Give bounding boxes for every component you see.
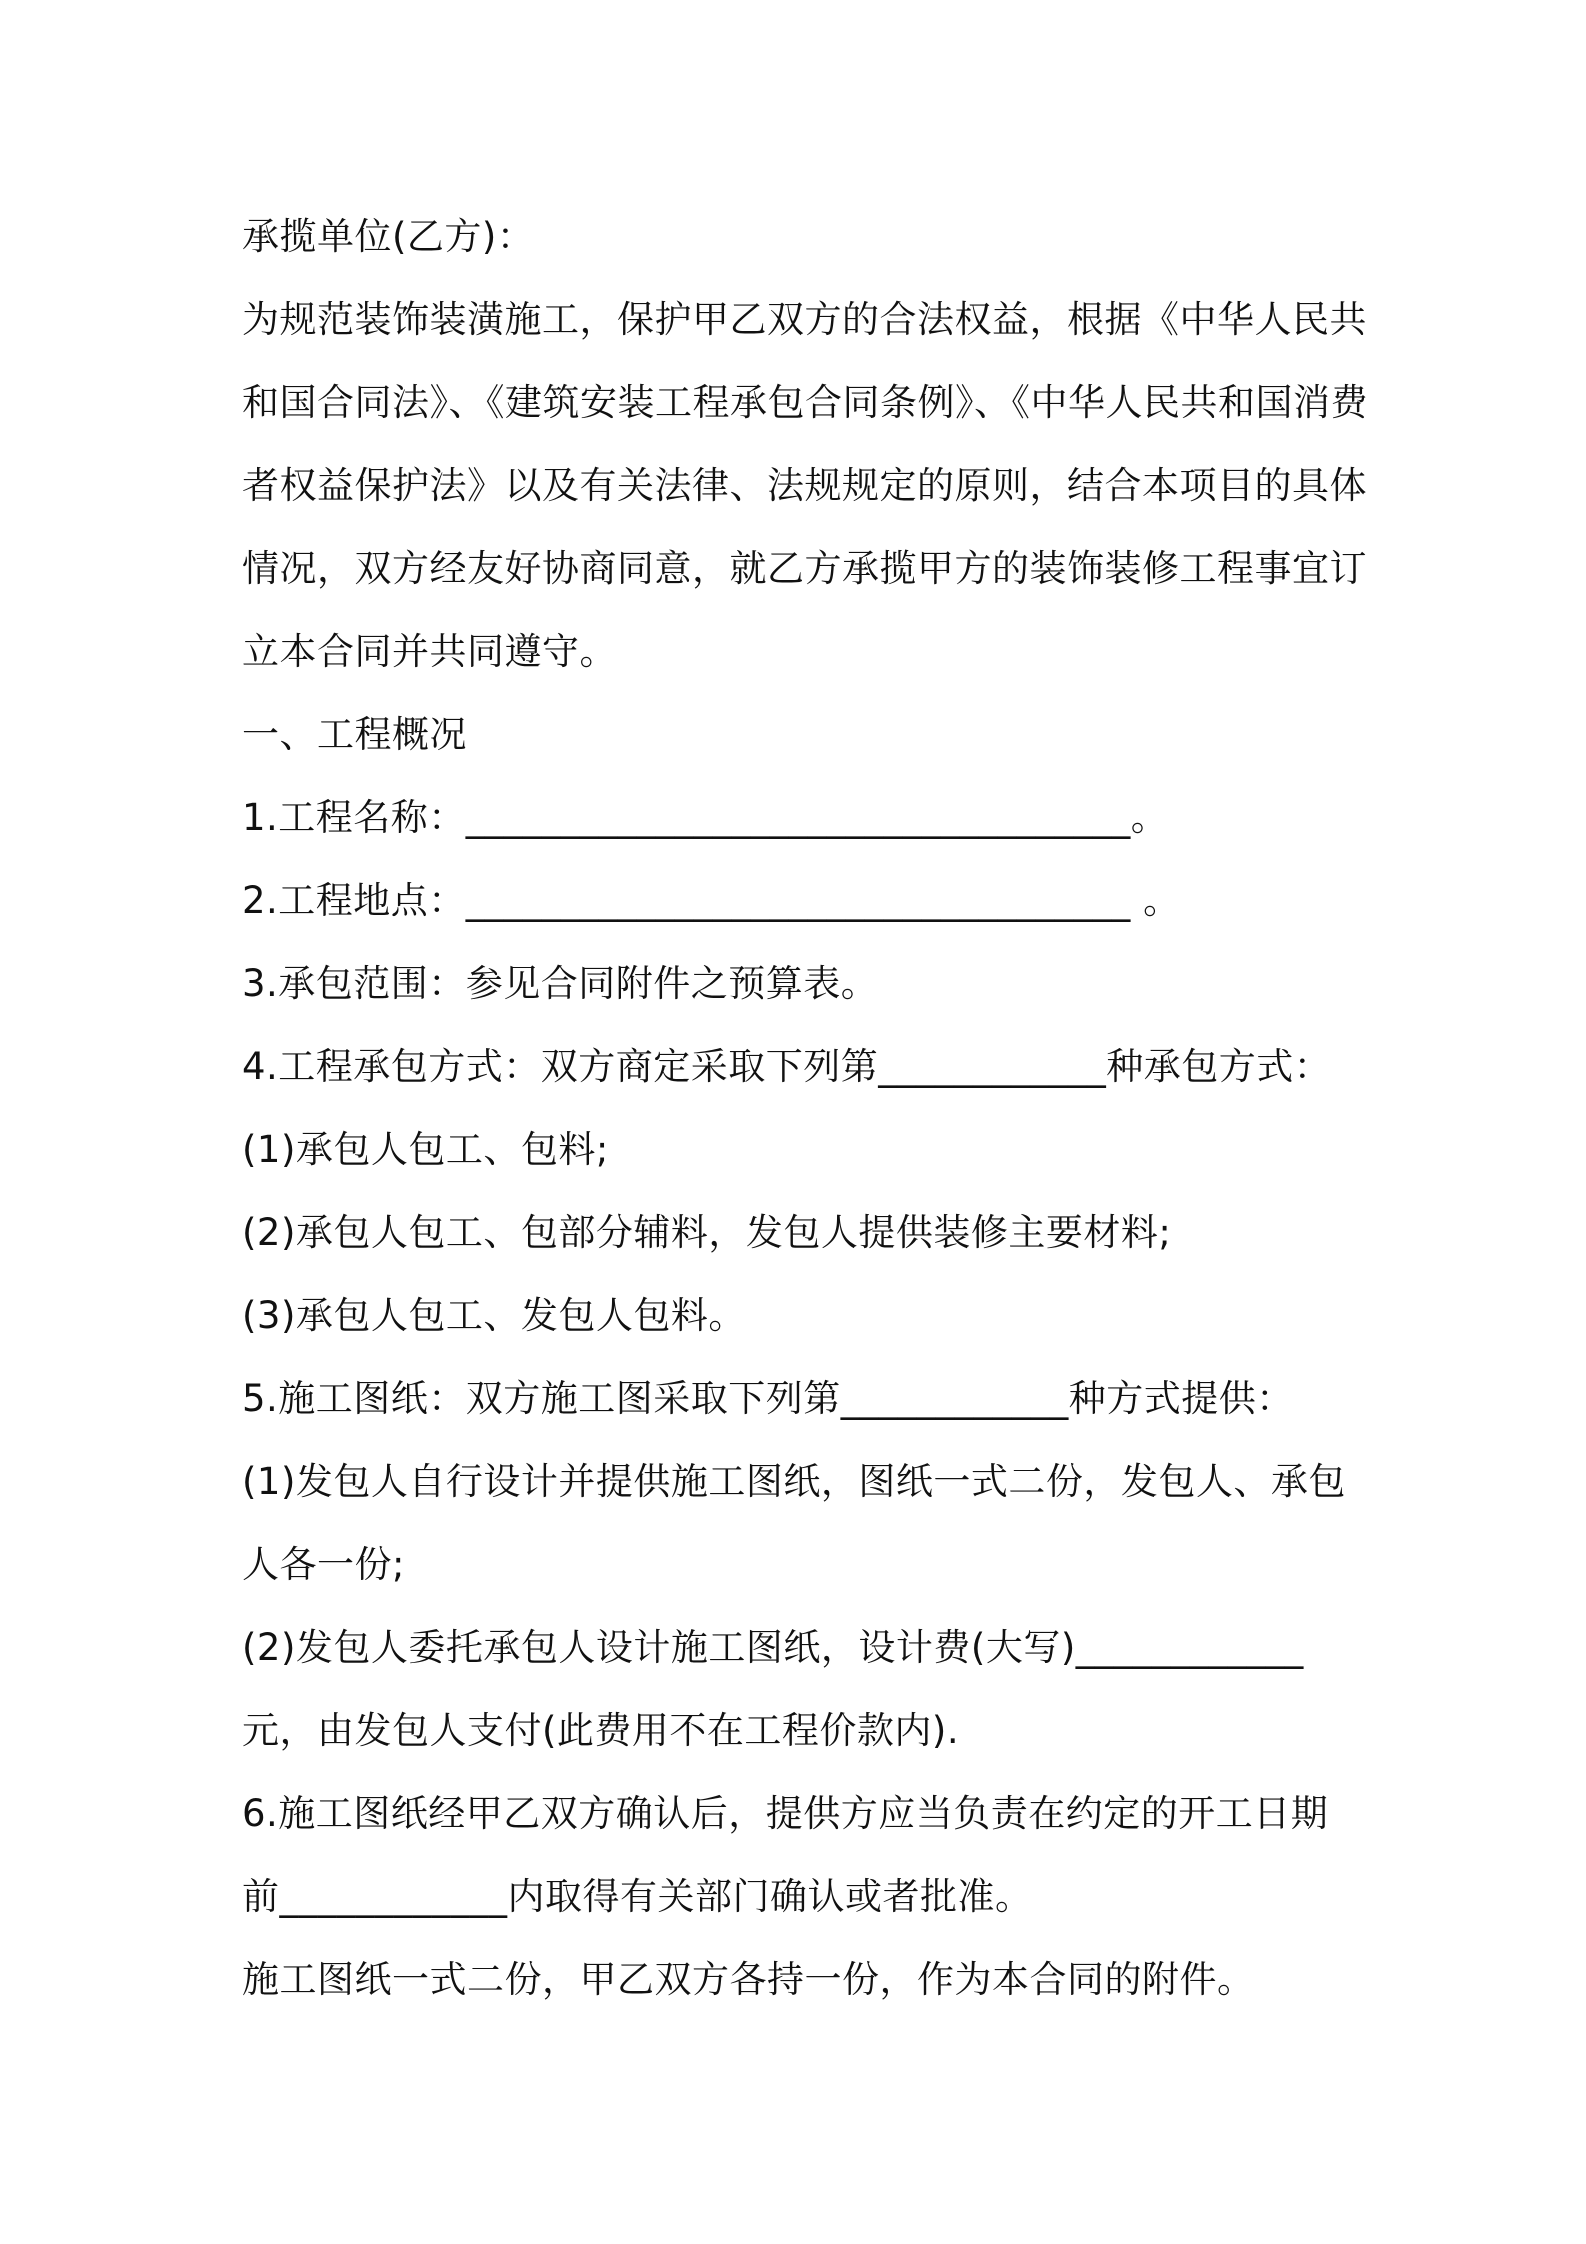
preamble-line: 立本合同并共同遵守。 xyxy=(242,630,617,673)
drawings-copies-line: 施工图纸一式二份，甲乙双方各持一份，作为本合同的附件。 xyxy=(242,1958,1255,2001)
preamble-line: 为规范装饰装潢施工，保护甲乙双方的合法权益，根据《中华人民共 xyxy=(242,298,1367,341)
contract-method-line: 4.工程承包方式：双方商定采取下列第____________种承包方式： xyxy=(242,1045,1332,1088)
contract-body xyxy=(242,195,1368,2021)
preamble-line: 情况，双方经友好协商同意，就乙方承揽甲方的装饰装修工程事宜订 xyxy=(242,547,1367,590)
method-option-line: (1)承包人包工、包料; xyxy=(242,1128,609,1171)
drawings-option-line: 人各一份; xyxy=(242,1543,405,1586)
project-name-line: 1.工程名称：___________________________________。 xyxy=(242,796,1169,839)
section-heading: 一、工程概况 xyxy=(242,713,467,756)
drawings-option-line: 元，由发包人支付(此费用不在工程价款内). xyxy=(242,1709,960,1752)
drawings-option-line: (1)发包人自行设计并提供施工图纸，图纸一式二份，发包人、承包 xyxy=(242,1460,1346,1503)
drawings-line: 5.施工图纸：双方施工图采取下列第____________种方式提供： xyxy=(242,1377,1294,1420)
drawings-approval-line: 6.施工图纸经甲乙双方确认后，提供方应当负责在约定的开工日期 xyxy=(242,1792,1329,1835)
contractor-party-line: 承揽单位(乙方)： xyxy=(242,215,535,258)
contract-scope-line: 3.承包范围：参见合同附件之预算表。 xyxy=(242,962,879,1005)
project-location-line: 2.工程地点：___________________________________ 。 xyxy=(242,879,1181,922)
drawings-approval-line: 前____________内取得有关部门确认或者批准。 xyxy=(242,1875,1033,1918)
preamble-line: 和国合同法》、《建筑安装工程承包合同条例》、《中华人民共和国消费 xyxy=(242,381,1368,424)
drawings-option-line: (2)发包人委托承包人设计施工图纸，设计费(大写)____________ xyxy=(242,1626,1304,1669)
method-option-line: (2)承包人包工、包部分辅料，发包人提供装修主要材料; xyxy=(242,1211,1172,1254)
method-option-line: (3)承包人包工、发包人包料。 xyxy=(242,1294,746,1337)
preamble-line: 者权益保护法》以及有关法律、法规规定的原则，结合本项目的具体 xyxy=(242,464,1367,507)
